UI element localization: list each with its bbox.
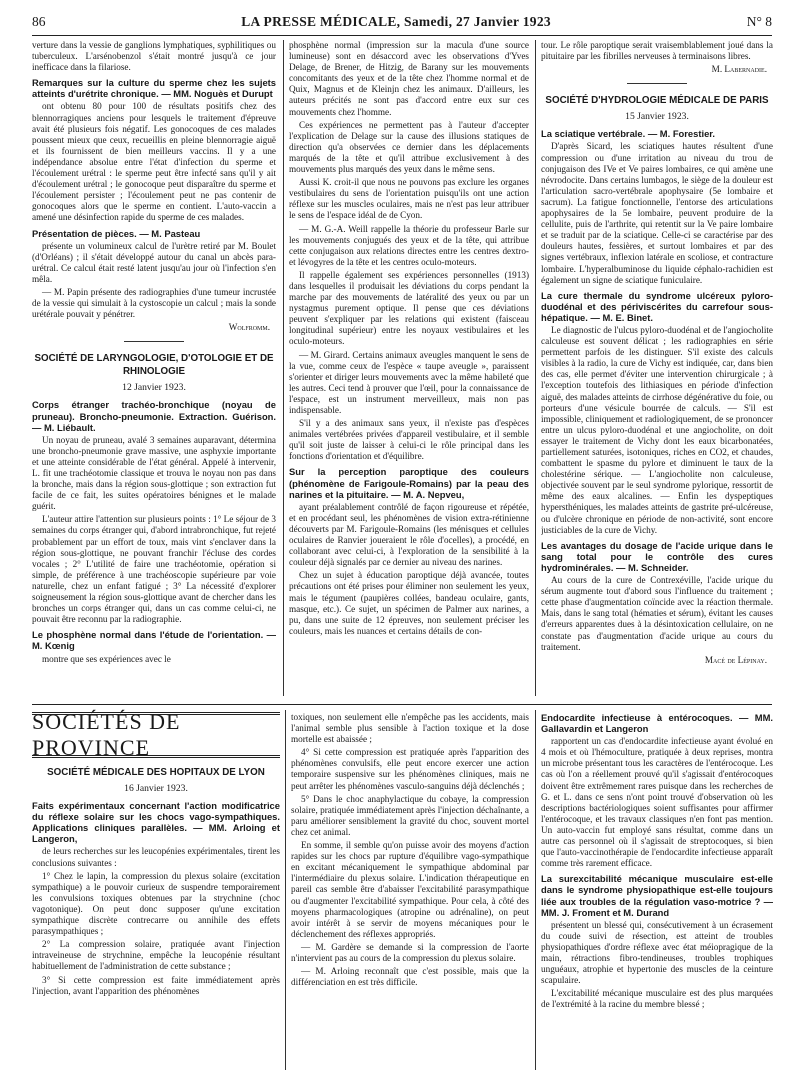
section-heading: Présentation de pièces. — M. Pasteau [32,227,201,239]
paragraph: montre que ses expériences avec le [42,653,171,664]
section-heading: Endocardite infectieuse à entérocoques. — MM. Gallavardin et Langeron [541,712,773,735]
session-date: 12 Janvier 1923. [122,382,186,394]
paragraph: Chez un sujet à éducation paroptique déjà avancée, toutes précautions ont été prises pour éliminer non seulement les yeux, mais le tégument (paupières collées, bandeau oculaire, gants, masque, etc.). Ce sujet, un spécimen de Palmer aux narines, a pu, dans une suite de 12 épreuves, non seulement préciser les couleurs, mais les nuances et certains détails de con- [289,570,529,636]
paragraph: — M. G.-A. Weill rappelle la théorie du professeur Barle sur les mouvements conjugués des yeux et de la tête, qui attribue cette conjugaison aux relations directes entre les centres dextro- et lévogyres de la tête et les centres oculo-moteurs. [289,223,529,267]
paragraph: 3° Si cette compression est faite immédiatement après l'injection, avant l'apparition des phénomènes [32,974,280,996]
journal-title: LA PRESSE MÉDICALE, Samedi, 27 Janvier 1923 [241,14,551,29]
paragraph: présente un volumineux calcul de l'urètre retiré par M. Boulet (d'Orléans) ; il s'était développé autour du canal un abcès para-urétral. Ce calcul était resté latent jusqu'au jour où l'infection s'en mêla. [32,240,276,284]
paragraph: présentent un blessé qui, consécutivement à un écrasement du coude suivi de résection, est atteint de troubles physiopathiques d'ordre réflexe avec état méiopragique de la main, rétractions fibro-tendineuses, troubles trophiques unguéaux, atrophie et hypertonie des muscles de la ceinture scapulaire. [541,919,773,986]
divider [124,341,184,342]
section-heading: Corps étranger trachéo-bronchique (noyau de pruneau). Broncho-pneumonie. Extraction. Guérison. — M. Liébault. [32,399,276,433]
header-rule [32,35,772,36]
column-rule [285,710,286,1070]
author-signature: M. Labernadie. [711,64,767,75]
paragraph: Ces expériences ne permettent pas à l'auteur d'accepter l'explication de Delage sur la cause des illusions statiques de direction qu'a observées ce dernier dans les déplacements marqués de la tête et qu'il attribue exclusivement à des mouvements plus marqués des yeux dans le même sens. [289,119,529,175]
paragraph: de leurs recherches sur les leucopénies expérimentales, tirent les conclusions suivantes : [32,846,280,868]
section-heading: La surexcitabilité mécanique musculaire est-elle dans le syndrome physiopathique est-elle toujours liée aux troubles de la régulation vaso-motrice ? — MM. J. Froment et M. Durand [541,873,773,918]
paragraph: En somme, il semble qu'on puisse avoir des moyens d'action rapides sur les chocs par rupture d'équilibre vago-sympathique en excitant mécaniquement le sympathique abdominal par l'intermédiaire du plexus solaire. L'indication thérapeutique en pareil cas semble être d'abaisser l'excitabilité parasympathique ou d'augmenter l'excitabilité sympathique. Pour cela, à côté des moyens pharmacologiques (atropine ou adrénaline), on peut avoir intérêt à se servir de moyens mécaniques pour le déclenchement des réflexes appropriés. [291,840,529,939]
paragraph: rapportent un cas d'endocardite infectieuse ayant évolué en 4 mois et où l'hémoculture, pratiquée à deux reprises, montra un microbe présentant tous les caractères de l'entérocoque. Les cas où l'on a réellement prouvé qu'il s'agissait d'entérocoques doivent être extrêmement rares puisque dans les recherches de G. et L. dans ce sens n'ont point trouvé d'observation où les descriptions bactériologiques soient suffisantes pour affirmer l'entérocoque, et les travaux classiques n'en font pas mention. Un auto-vaccin fut employé sans résultat, comme dans un autre cas personnel où il s'agissait de streptocoques, si bien que l'auto-vaccinothérapie de l'endocardite infectieuse apparaît comme très rarement efficace. [541,736,773,869]
paragraph: S'il y a des animaux sans yeux, il n'existe pas d'espèces animales vertébrées privées d'appareil vestibulaire, et il semble qu'il soit juste de laisser à celui-ci le rôle principal dans les fonctions d'orientation et d'équilibre. [289,418,529,462]
paragraph: ont obtenu 80 pour 100 de résultats positifs chez des blennorragiques anciens pour lesquels le traitement d'épreuve avait été plusieurs fois négatif. Les gonocoques de ces malades poussent mieux que ceux, recueillis en pleine blennorragie aiguë et ils fournissent de bien meilleurs vaccins. Il y a une indépendance absolue entre l'état d'infection du sperme et l'écoulement urétral : le sperme peut être infecté sans qu'il y ait d'écoulement urétral ; le gonocoque peut disparaître du sperme et l'écoulement persister ; l'écoulement peut ne pas contenir de gonocoques alors que le sperme en contient. L'auto-vaccin a amené une désinfection rapide du sperme de ces malades. [32,101,276,223]
paragraph: verture dans la vessie de ganglions lymphatiques, syphilitiques ou tuberculeux. L'arsénobenzol s'était montré jusqu'à ce jour inefficace dans la filariose. [32,40,276,73]
divider [627,83,687,84]
society-title: SOCIÉTÉ DE LARYNGOLOGIE, D'OTOLOGIE ET DE RHINOLOGIE [34,353,274,378]
author-signature: Macé de Lépinay. [704,654,767,665]
province-banner-text: SOCIÉTÉS DE PROVINCE [32,709,181,760]
paragraph: 1° Chez le lapin, la compression du plexus solaire (excitation sympathique) a le pouvoir curieux de suspendre temporairement les convulsions toxiques obtenues par la strychnine (choc vagotonique). On peut donc supposer qu'une excitation sympathique discrète contrecarre ou annihile des effets parasympathiques ; [32,870,280,937]
bottom-column-3 [541,712,773,1070]
section-heading: Faits expérimentaux concernant l'action modificatrice du réflexe solaire sur les chocs vago-sympathiques. Applications cliniques parallèles. — MM. Arloing et Langeron, [32,800,280,845]
section-heading: La cure thermale du syndrome ulcéreux pyloro-duodénal et des périviscérites du carrefour sous-hépatique. — M. E. Binet. [541,289,773,323]
paragraph: ayant préalablement contrôlé de façon rigoureuse et répétée, et en procédant seul, les phénomènes de vision extra-rétinienne découverts par M. Farigoule-Romains (les ménisques et cellules oculaires de Ranvier joueraient le rôle d'ocelles), a procédé, en collaborant avec celui-ci, à l'exploration de la sensibilité à la couleur déjà signalés par ce dernier au niveau des narines. [289,501,529,568]
paragraph: — M. Papin présente des radiographies d'une tumeur incrustée de la vessie qui simulait à la cystoscopie un calcul ; mais la sonde urétérale pouvait y pénétrer. [32,286,276,320]
column-rule [283,40,284,696]
paragraph: — M. Girard. Certains animaux aveugles manquent le sens de la vue, comme ceux de l'espèce « taupe aveugle », paraissent s'orienter et diriger leurs mouvements avec la même habileté que les autres. Ceci tend à prouver que l'œil, pour la connaissance de l'espace, est un instrument merveilleux, mais non pas indispensable. [289,349,529,415]
paragraph: 4° Si cette compression est pratiquée après l'apparition des phénomènes convulsifs, elle peut encore exercer une action temporaire suspensive sur les phénomènes cliniques, mais ne peut arrêter les phénomènes vasculo-sanguins déjà déclenchés ; [291,747,529,791]
paragraph: toxiques, non seulement elle n'empêche pas les accidents, mais l'animal semble plus sensible à l'action toxique et la dose mortelle est abaissée ; [291,712,529,745]
paragraph: D'après Sicard, les sciatiques hautes résultent d'une compression ou d'une irritation au niveau du trou de conjugaison des IVe et Ve paires lombaires, ce qui amène une névrodocite. Dans certains lumbagos, le siège de la douleur est l'articulation sacro-vertébrale apophysaire (5e lombaire et sacrum). La fatigue fonctionnelle, l'entorse des articulations apophysaires de la 5e lombaire, peuvent produire de la cellulite, puis de l'arthrite, qui retentit sur la Ve paire lombaire et se traduit par de la sciatique. Celle-ci se caractérise par des douleurs hautes, fessières, et surtout lombaires et par des signes vertébraux, inflexion latérale en scoliose, et contracture lombaire. L'hyperalbuminose du liquide céphalo-rachidien est également un signe de sciatique funiculaire. [541,141,773,285]
section-heading: Le phosphène normal dans l'étude de l'orientation. — M. Kœnig [32,629,276,652]
section-heading: Les avantages du dosage de l'acide urique dans le sang total pour le contrôle des cures hydrominérales. — M. Schneider. [541,539,773,573]
bottom-column-2 [291,712,529,1070]
paragraph: Aussi K. croit-il que nous ne pouvons pas exclure les organes vestibulaires du sens de l'orientation puisqu'ils ont une action réflexe sur les muscles oculaires, mais ne n'est pas leur attribuer le sens de l'espace idéal de de Cyon. [289,177,529,221]
paragraph: Il rappelle également ses expériences personnelles (1913) dans lesquelles il produisait les déviations du corps pendant la marche par des mouvements de latéralité des yeux ou par un nystagmus purement optique. Il pense que ces déviations peuvent s'expliquer par les relations qui existent (faisceau longitudinal supérieur) entre les noyaux vestibulaires et les oculo-moteurs. [289,269,529,347]
author-signature: Wolfromm. [228,322,270,333]
society-title: SOCIÉTÉ D'HYDROLOGIE MÉDICALE DE PARIS [545,95,769,107]
section-rule [32,704,772,705]
page-header [32,14,772,34]
session-date: 16 Janvier 1923. [124,783,188,794]
issue-number: N° 8 [746,14,772,29]
paragraph: — M. Arloing reconnaît que c'est possible, mais que la différenciation en est très difficile. [291,966,529,988]
province-banner [32,709,280,760]
paragraph: — M. Gardère se demande si la compression de l'aorte n'intervient pas au cours de la compression du plexus solaire. [291,941,529,963]
paragraph: phosphène normal (impression sur la macula d'une source lumineuse) sont en désaccord avec les observations d'Yves Delage, de Brener, de Hitzig, de Barany sur les mouvements concomitants des yeux et de la tête chez l'homme normal et de Quix, Magnus et de Kleinjn chez les animaux. D'ailleurs, les auteurs précités ne sont pas d'accord entre eux sur ces mouvements chez l'homme. [289,40,529,117]
bottom-column-1 [32,760,280,1070]
paragraph: L'excitabilité mécanique musculaire est des plus marquées de l'extrémité à la racine du membre blessé ; [541,988,773,1010]
paragraph: 2° La compression solaire, pratiquée avant l'injection intraveineuse de strychnine, empêche la leucopénie résultant habituellement de l'administration de cette substance ; [32,939,280,972]
column-rule [535,710,536,1070]
column-rule [535,40,536,696]
top-column-1 [32,40,276,700]
section-heading: Remarques sur la culture du sperme chez les sujets atteints d'urétrite chronique. — MM. Noguès et Durupt [32,77,276,100]
top-column-2 [289,40,529,700]
page-number: 86 [32,14,46,29]
section-heading: Sur la perception paroptique des couleurs (phénomène de Farigoule-Romains) par la peau des narines et la pituitaire. — M. A. Nepveu, [289,466,529,500]
paragraph: 5° Dans le choc anaphylactique du cobaye, la compression solaire, pratiquée immédiatement après l'injection déchaînante, a paru améliorer sensiblement la gravité du choc, souvent mortel chez cet animal. [291,793,529,837]
section-heading: La sciatique vertébrale. — M. Forestier. [541,128,716,140]
top-column-3 [541,40,773,700]
society-title: SOCIÉTÉ MÉDICALE DES HOPITAUX DE LYON [47,767,265,778]
paragraph: L'auteur attire l'attention sur plusieurs points : 1° Le séjour de 3 semaines du corps étranger qui, d'abord intrabronchique, fut rejeté probablement par un effort de toux, mais vint s'enclaver dans la région sous-glottique, ne pouvant franchir l'écluse des cordes vocales ; 2° L'utilité de faire une trachéotomie, opération si simple, de préférence à une trachéoscopie supérieure par voie naturelle, chez un enfant fatigué ; 3° La nécessité d'explorer soigneusement la région sous-glottique avant de chercher dans les bronches un corps étranger qui, dans un cas comme celui-ci, ne pouvait être reconnu par la radiographie. [32,514,276,625]
paragraph: tour. Le rôle paroptique serait vraisemblablement joué dans la pituitaire par les fibrilles nerveuses à terminaisons libres. [541,40,773,62]
paragraph: Un noyau de pruneau, avalé 3 semaines auparavant, détermina une broncho-pneumonie grave massive, une asphyxie importante et une atteinte considérable de l'état général. Appelé à intervenir, L. fit une trachéotomie classique et trouva le noyau non pas dans la bronche, mais dans la région sous-glottique ; son extraction fut facile de ce fait, les suites opératoires bénignes et le malade guérit. [32,434,276,512]
paragraph: Au cours de la cure de Contrexéville, l'acide urique du sérum augmente tout d'abord sous l'influence du traitement ; cette phase d'augmentation coïncide avec la réaction thermale. Mais, dans le sang total (hématies et sérum), évitant les causes d'erreurs apparentes dues à la désintoxication cellulaire, on ne constate pas d'augmentation d'acide urique au cours du traitement. [541,575,773,652]
session-date: 15 Janvier 1923. [625,111,689,123]
paragraph: Le diagnostic de l'ulcus pyloro-duodénal et de l'angiocholite calculeuse est souvent délicat ; les radiographies en série permettent parfois de les distinguer. S'il existe des calculs visibles à la radio, la cure de Vichy est indiquée, car, dans bien des cas, elle permet d'éviter une intervention chirurgicale ; à l'exception toutefois des lithiasiques en période d'infection aiguë, des malades atteints de cirrhose dégénérative du foie, ou porteurs d'une vésicule bourrée de calculs. — S'il est impossible, cliniquement et radiologiquement, de se prononcer entre un ulcus pyloro-duodénal et une angiocholite, on doit essayer le traitement de Vichy dont les eaux bicarbonatées, partiellement saturées, isotoniques, riches en CO2, et chaudes, combattent le spasme du pylore et diminuent le taux de la cholestérine sérique. — L'angiocholite non calculeuse, objectivée souvent par le seul syndrome pylorique, ressortit de même des eaux alcalines. — Enfin les dyspeptiques hypersthéniques, les malades atteints de gastrite pré-ulcéreuse, ou d'ulcère chronique en période de non-activité, sont encore justiciables de la cure de Vichy. [541,324,773,535]
